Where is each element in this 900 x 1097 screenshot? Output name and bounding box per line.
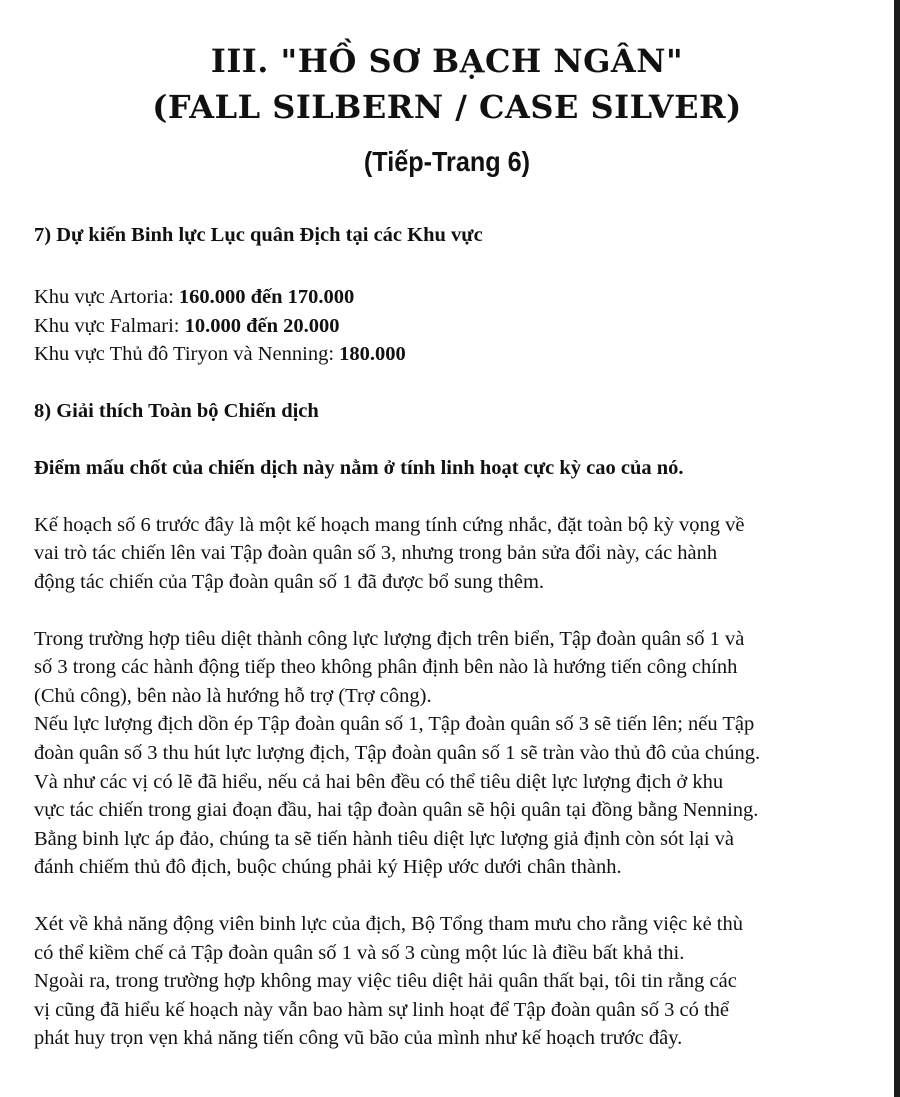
paragraph-line: Nếu lực lượng địch dồn ép Tập đoàn quân số 1, Tập đoàn quân số 3 sẽ tiến lên; nếu Tập (34, 713, 755, 736)
troop-row-label: Khu vực Thủ đô Tiryon và Nenning: (34, 343, 340, 366)
paragraph-line: Trong trường hợp tiêu diệt thành công lực lượng địch trên biển, Tập đoàn quân số 1 và (34, 627, 745, 650)
paragraph-line: Kế hoạch số 6 trước đây là một kế hoạch mang tính cứng nhắc, đặt toàn bộ kỳ vọng về (34, 513, 745, 536)
paragraph-line: vị cũng đã hiểu kế hoạch này vẫn bao hàm sự linh hoạt để Tập đoàn quân số 3 có thể (34, 998, 730, 1021)
paragraph-line: Bằng binh lực áp đảo, chúng ta sẽ tiến hành tiêu diệt lực lượng giả định còn sót lại và (34, 827, 735, 850)
troop-row-artoria (34, 283, 880, 312)
title-block (0, 38, 894, 182)
key-point-statement: Điểm mấu chốt của chiến dịch này nằm ở tính linh hoạt cực kỳ cao của nó. (34, 456, 684, 479)
troop-row-value: 10.000 đến 20.000 (184, 314, 340, 337)
troop-row-label: Khu vực Falmari: (34, 314, 185, 337)
paragraph-line: có thể kiềm chế cả Tập đoàn quân số 1 và số 3 cùng một lúc là điều bất khả thi. (34, 941, 685, 964)
section-7-heading: 7) Dự kiến Binh lực Lục quân Địch tại các Khu vực (34, 224, 483, 246)
title-line-1: III. "HỒ SƠ BẠCH NGÂN" (210, 42, 684, 80)
paragraph-line: (Chủ công), bên nào là hướng hỗ trợ (Trợ công). (34, 684, 432, 707)
document-body (34, 221, 880, 1053)
troop-row-label: Khu vực Artoria: (34, 286, 179, 308)
paragraph-line: số 3 trong các hành động tiếp theo không phân định bên nào là hướng tiến công chính (34, 656, 738, 679)
troop-row-falmari (34, 312, 880, 341)
paragraph-line: phát huy trọn vẹn khả năng tiến công vũ bão của mình như kế hoạch trước đây. (34, 1027, 683, 1050)
paragraph-line: Ngoài ra, trong trường hợp không may việc tiêu diệt hải quân thất bại, tôi tin rằng các (34, 970, 737, 993)
paragraph-line: Và như các vị có lẽ đã hiểu, nếu cả hai bên đều có thể tiêu diệt lực lượng địch ở khu (34, 770, 724, 793)
paragraph-line: Xét về khả năng động viên binh lực của địch, Bộ Tổng tham mưu cho rằng việc kẻ thù (34, 912, 743, 935)
paragraph-line: đánh chiếm thủ đô địch, buộc chúng phải ký Hiệp ước dưới chân thành. (34, 856, 622, 879)
troop-row-value: 160.000 đến 170.000 (178, 286, 355, 308)
troop-row-value: 180.000 (339, 343, 406, 366)
section-8-heading: 8) Giải thích Toàn bộ Chiến dịch (34, 399, 319, 422)
paragraph-3 (34, 910, 880, 1053)
paragraph-line: động tác chiến của Tập đoàn quân số 1 đã được bổ sung thêm. (34, 570, 545, 593)
paragraph-line: vai trò tác chiến lên vai Tập đoàn quân số 3, nhưng trong bản sửa đổi này, các hành (34, 542, 718, 565)
paragraph-line: vực tác chiến trong giai đoạn đầu, hai tập đoàn quân sẽ hội quân tại đồng bằng Nenning. (34, 799, 759, 822)
paragraph-line: đoàn quân số 3 thu hút lực lượng địch, Tập đoàn quân số 1 sẽ tràn vào thủ đô của chúng. (34, 741, 761, 764)
title-line-2: (FALL SILBERN / CASE SILVER) (152, 88, 742, 126)
page-edge-border (894, 0, 900, 1097)
paragraph-1 (34, 511, 880, 597)
subtitle: (Tiếp-Trang 6) (363, 146, 531, 177)
paragraph-2 (34, 625, 880, 882)
troop-row-capital (34, 340, 880, 369)
